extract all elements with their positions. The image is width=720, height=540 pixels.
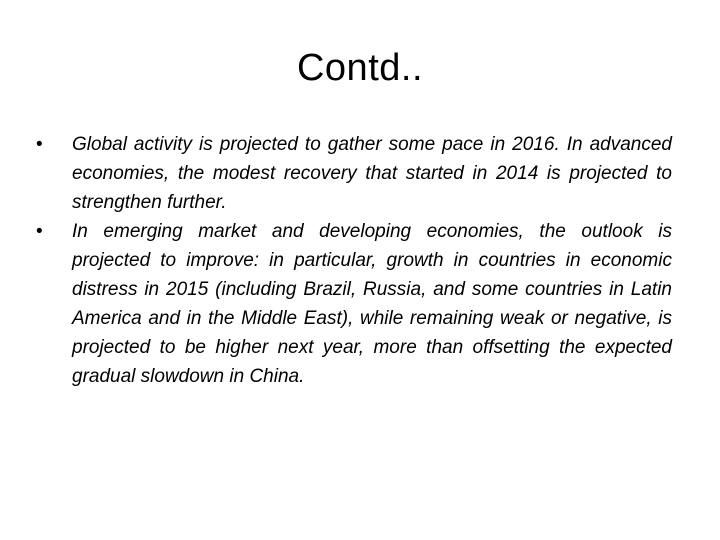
bullet-marker: •	[36, 221, 43, 242]
slide-title: Contd..	[296, 47, 424, 89]
bullet-item	[36, 130, 672, 217]
bullet-list	[36, 130, 672, 391]
bullet-item	[36, 217, 672, 391]
bullet-marker: •	[36, 134, 43, 155]
bullet-text: Global activity is projected to gather some pace in 2016. In advanced economies, the modest recovery that started in 2014 is projected to strengthen further.	[72, 134, 672, 213]
bullet-text: In emerging market and developing economies, the outlook is projected to improve: in particular, growth in countries in economic distress in 2015 (including Brazil, Russia, and some countries in Latin America and in the Middle East), while remaining weak or negative, is projected to be higher next year, more than offsetting the expected gradual slowdown in China.	[72, 221, 672, 387]
